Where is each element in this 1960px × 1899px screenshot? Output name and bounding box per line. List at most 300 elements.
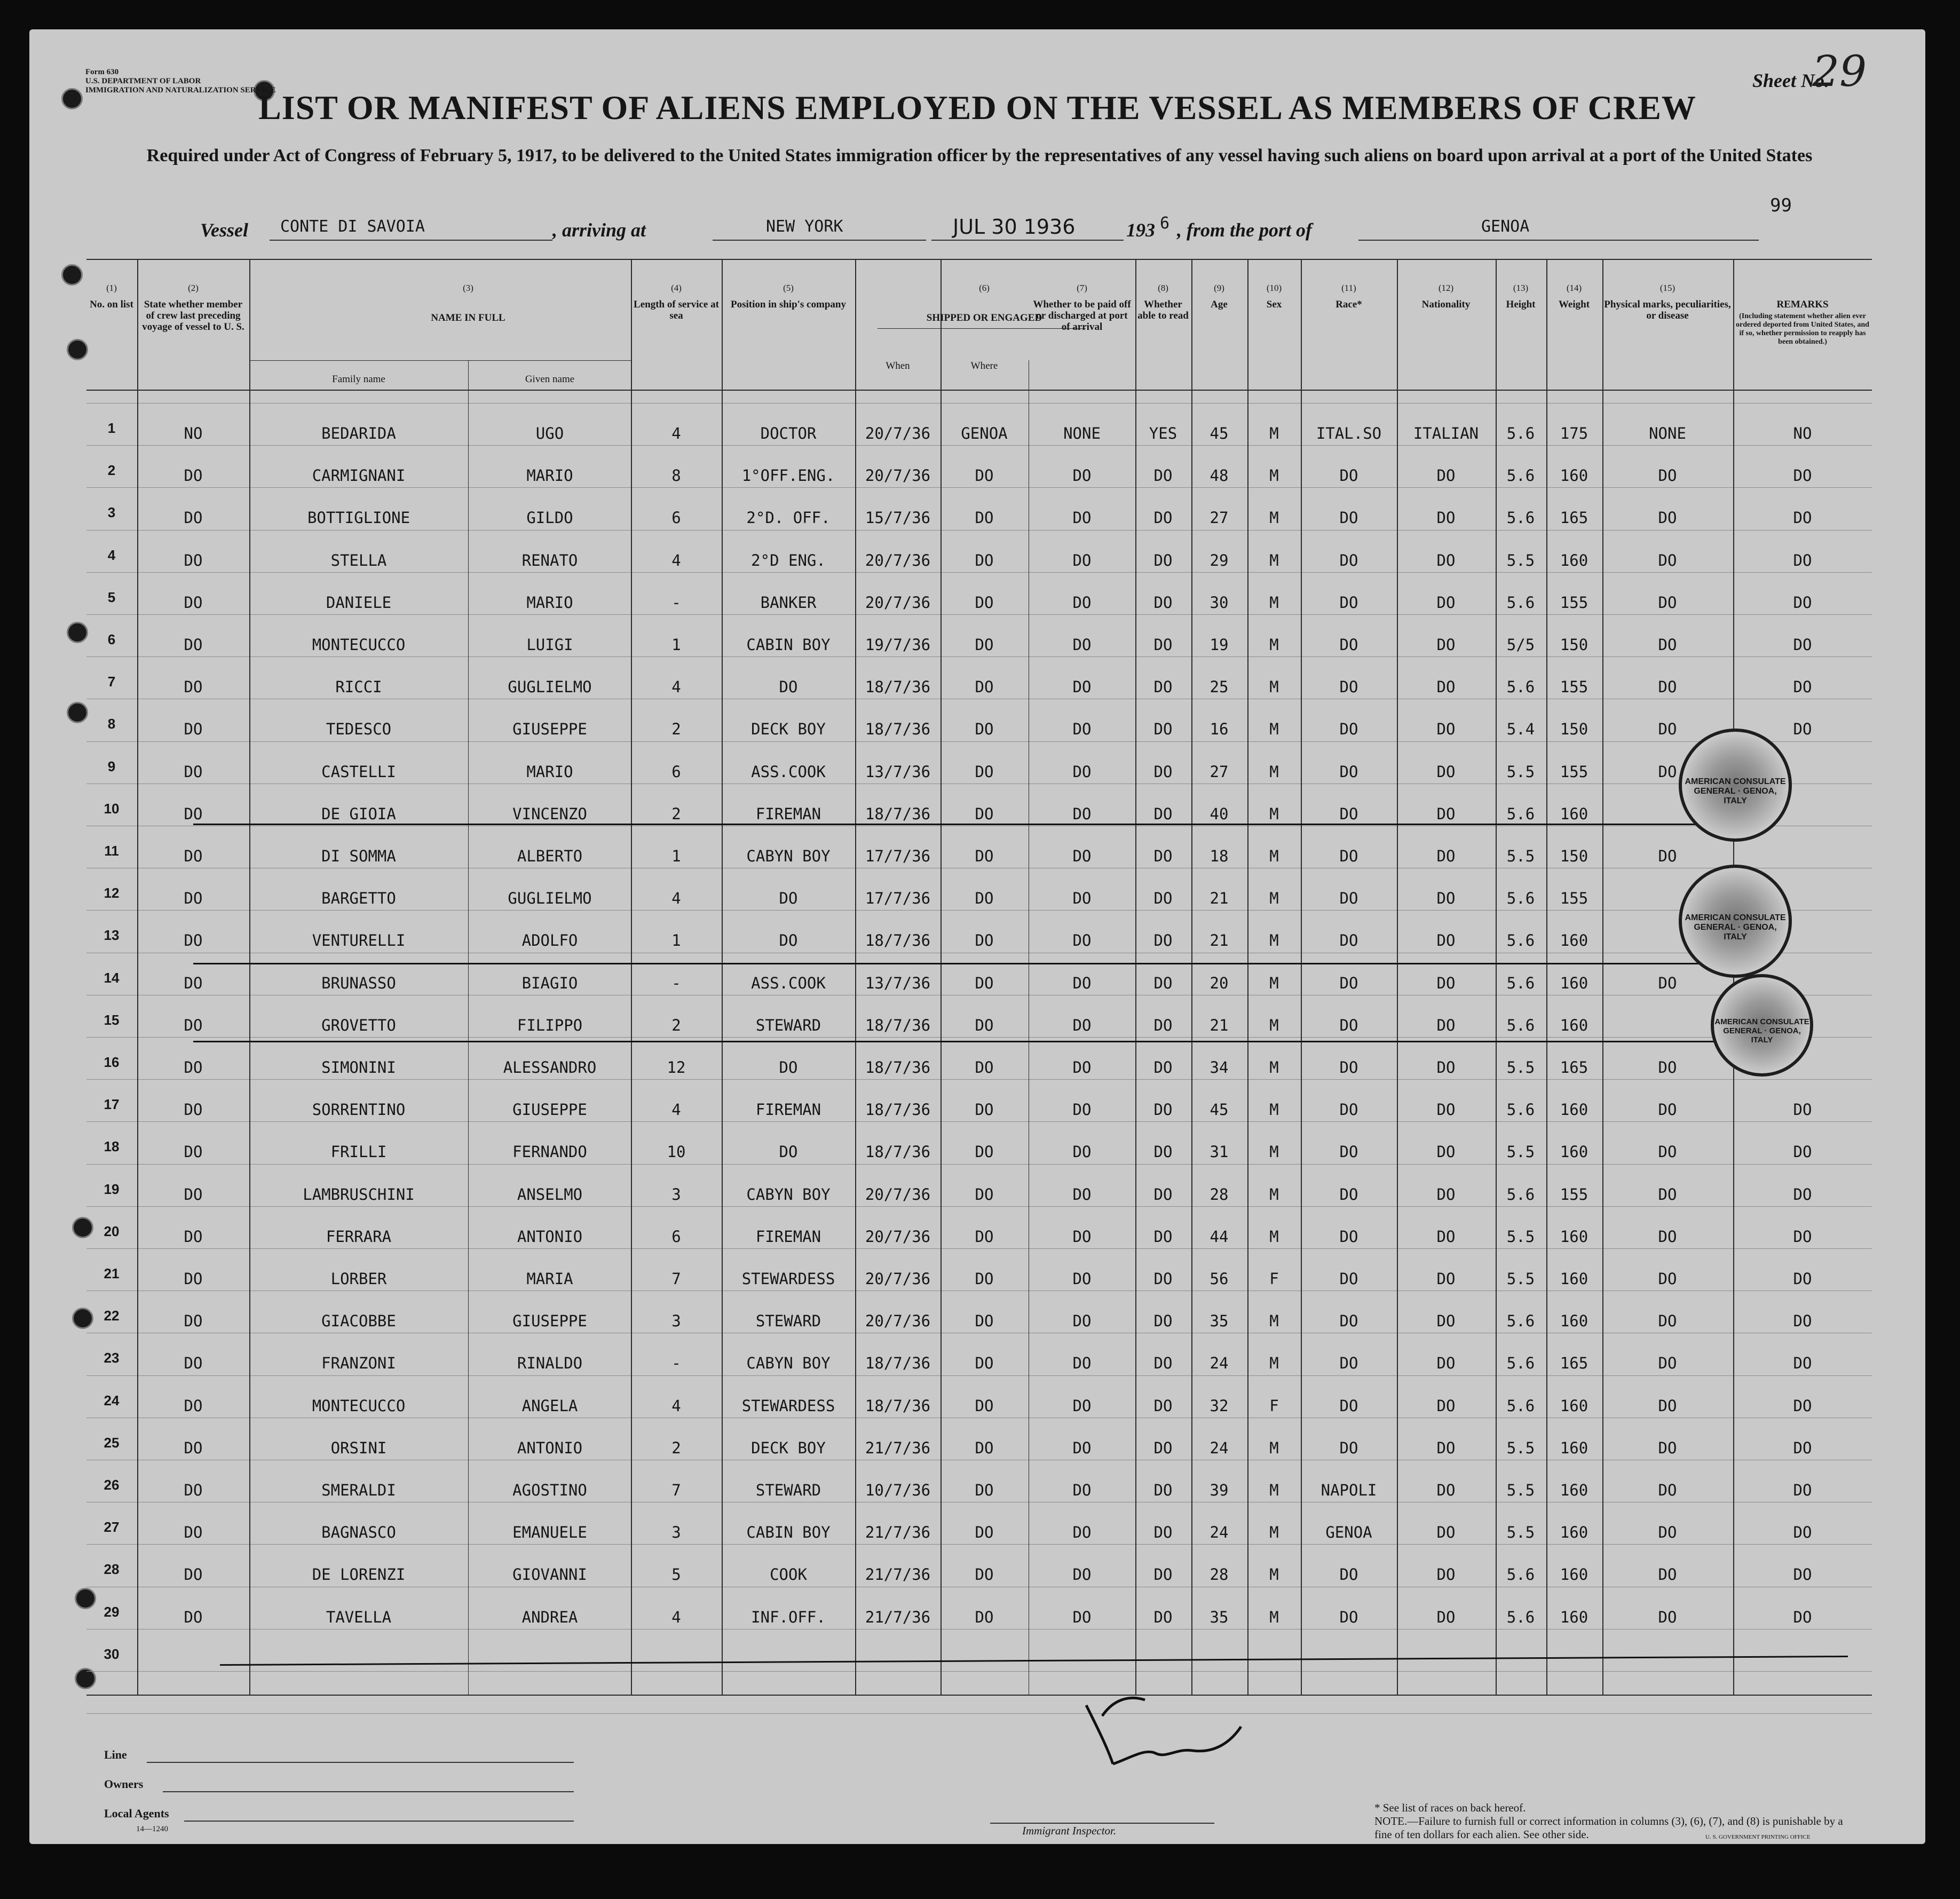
table-cell: TAVELLA	[326, 1608, 392, 1626]
row-number: 3	[107, 504, 116, 521]
table-cell: VINCENZO	[512, 804, 587, 823]
table-cell: DO	[1436, 762, 1456, 781]
table-cell: DO	[1072, 1354, 1092, 1373]
table-cell: DO	[1339, 1608, 1358, 1626]
table-cell: DO	[975, 1185, 994, 1204]
table-cell: DANIELE	[326, 593, 392, 612]
table-cell: DO	[1658, 1396, 1677, 1415]
column-header: Race*	[1335, 299, 1362, 310]
table-cell: DO	[1153, 1016, 1173, 1034]
table-cell: 19	[1210, 636, 1229, 654]
owners-label: Owners	[104, 1777, 144, 1791]
table-cell: M	[1269, 1185, 1279, 1204]
table-cell: 34	[1210, 1058, 1229, 1077]
table-cell: 5.6	[1506, 593, 1535, 612]
table-cell: DO	[975, 889, 994, 908]
row-number: 14	[104, 969, 120, 986]
margin-number: 99	[1770, 195, 1792, 216]
table-cell: DO	[1153, 1523, 1173, 1542]
table-cell: 160	[1560, 1270, 1588, 1288]
table-cell: 12	[667, 1058, 686, 1077]
table-cell: ANDREA	[521, 1608, 578, 1626]
row-number: 19	[104, 1181, 120, 1197]
table-cell: DO	[1793, 720, 1812, 739]
table-cell: 20/7/36	[865, 551, 931, 569]
table-cell: DO	[1339, 1270, 1358, 1288]
table-cell: DO	[1153, 1101, 1173, 1119]
table-cell: 15/7/36	[865, 509, 931, 527]
table-cell: FERNANDO	[512, 1143, 587, 1161]
table-cell: 5.5	[1506, 847, 1535, 865]
table-cell: DO	[975, 678, 994, 697]
table-cell: MARIA	[526, 1270, 573, 1288]
table-cell: DO	[184, 974, 203, 992]
table-cell: DO	[1658, 974, 1677, 992]
table-cell: DO	[1072, 678, 1092, 697]
table-cell: M	[1269, 1312, 1279, 1331]
table-cell: DO	[1658, 1565, 1677, 1584]
table-cell: 20/7/36	[865, 466, 931, 485]
table-cell: DO	[1072, 1565, 1092, 1584]
row-number: 7	[107, 674, 116, 690]
table-cell: DO	[975, 974, 994, 992]
table-cell: 18/7/36	[865, 1354, 931, 1373]
table-cell: DO	[1793, 1185, 1812, 1204]
table-cell: 24	[1210, 1438, 1229, 1457]
table-cell: 19/7/36	[865, 636, 931, 654]
form-identifier: Form 630 U.S. DEPARTMENT OF LABOR IMMIGRATION AND NATURALIZATION SERVICE	[85, 68, 276, 94]
table-cell: DOCTOR	[760, 424, 817, 442]
table-cell: 155	[1560, 889, 1588, 908]
table-cell: MARIO	[526, 593, 573, 612]
table-cell: DO	[975, 847, 994, 865]
table-cell: DO	[1436, 847, 1456, 865]
table-cell: DO	[1339, 678, 1358, 697]
table-cell: 4	[671, 1608, 681, 1626]
table-cell: DO	[1072, 1016, 1092, 1034]
table-cell: DO	[1658, 1101, 1677, 1119]
table-cell: DO	[1793, 1270, 1812, 1288]
table-cell: 160	[1560, 1101, 1588, 1119]
table-cell: ANGELA	[521, 1396, 578, 1415]
table-cell: DO	[1153, 509, 1173, 527]
table-cell: DO	[975, 1565, 994, 1584]
line-label: Line	[104, 1748, 127, 1761]
table-cell: DO	[1658, 509, 1677, 527]
table-cell: 20/7/36	[865, 1185, 931, 1204]
row-number: 27	[104, 1519, 120, 1536]
table-cell: MONTECUCCO	[312, 636, 406, 654]
form-code: 14—1240	[136, 1825, 168, 1833]
table-cell: AGOSTINO	[512, 1481, 587, 1499]
column-divider	[1397, 259, 1398, 1695]
table-cell: 165	[1560, 1058, 1588, 1077]
table-cell: DO	[1658, 1185, 1677, 1204]
table-cell: 160	[1560, 804, 1588, 823]
table-cell: DO	[1436, 636, 1456, 654]
table-cell: DO	[779, 1058, 798, 1077]
table-cell: 5.6	[1506, 466, 1535, 485]
row-divider	[86, 1121, 1872, 1122]
column-header: State whether member of crew last preceding voyage of vessel to U. S.	[142, 299, 244, 333]
column-header: NAME IN FULL	[431, 312, 505, 323]
table-cell: 5.6	[1506, 1185, 1535, 1204]
table-cell: DO	[1072, 1523, 1092, 1542]
table-cell: DO	[1072, 1227, 1092, 1246]
column-header: SHIPPED OR ENGAGED	[926, 312, 1042, 323]
table-cell: 21/7/36	[865, 1565, 931, 1584]
table-cell: CABIN BOY	[746, 636, 831, 654]
column-divider	[1496, 259, 1497, 1695]
table-cell: 5.6	[1506, 931, 1535, 950]
table-cell: DO	[1436, 1396, 1456, 1415]
table-cell: DO	[975, 1396, 994, 1415]
table-cell: DO	[184, 1396, 203, 1415]
table-cell: SIMONINI	[321, 1058, 396, 1077]
table-cell: DO	[184, 509, 203, 527]
table-cell: 4	[671, 889, 681, 908]
column-number: (14)	[1566, 283, 1582, 293]
table-cell: BAGNASCO	[321, 1523, 396, 1542]
table-cell: DO	[1339, 1143, 1358, 1161]
table-cell: DO	[779, 678, 798, 697]
table-cell: LAMBRUSCHINI	[303, 1185, 415, 1204]
table-cell: 5.5	[1506, 1143, 1535, 1161]
table-cell: 165	[1560, 1354, 1588, 1373]
column-divider	[1191, 259, 1192, 1695]
table-cell: 10	[667, 1143, 686, 1161]
binder-hole	[67, 622, 88, 643]
table-cell: GENOA	[1325, 1523, 1372, 1542]
table-cell: DO	[1072, 1101, 1092, 1119]
table-cell: M	[1269, 636, 1279, 654]
table-cell: DO	[1658, 1354, 1677, 1373]
column-divider	[1602, 259, 1603, 1695]
table-cell: M	[1269, 1438, 1279, 1457]
table-cell: F	[1269, 1270, 1279, 1288]
table-cell: ASS.COOK	[751, 762, 826, 781]
table-cell: -	[671, 1354, 681, 1373]
table-cell: DO	[184, 1438, 203, 1457]
table-cell: M	[1269, 593, 1279, 612]
table-cell: DECK BOY	[751, 1438, 826, 1457]
row-divider	[86, 572, 1872, 573]
column-divider	[249, 259, 250, 1695]
column-number: (10)	[1266, 283, 1282, 293]
table-cell: 150	[1560, 847, 1588, 865]
table-cell: DO	[1339, 804, 1358, 823]
table-cell: GUGLIELMO	[508, 678, 592, 697]
table-cell: DO	[1072, 1312, 1092, 1331]
table-cell: 27	[1210, 762, 1229, 781]
departure-port: GENOA	[1481, 217, 1530, 236]
table-cell: DO	[1072, 1481, 1092, 1499]
table-cell: DO	[1658, 1438, 1677, 1457]
table-cell: DO	[1339, 1227, 1358, 1246]
table-cell: 21/7/36	[865, 1438, 931, 1457]
table-cell: DO	[1072, 1438, 1092, 1457]
table-cell: GILDO	[526, 509, 573, 527]
table-cell: DO	[1153, 1481, 1173, 1499]
table-cell: DO	[184, 1608, 203, 1626]
table-cell: GIUSEPPE	[512, 720, 587, 739]
table-cell: DO	[1793, 636, 1812, 654]
table-cell: 24	[1210, 1354, 1229, 1373]
table-cell: 13/7/36	[865, 974, 931, 992]
row-divider	[86, 487, 1872, 488]
row-divider	[86, 1544, 1872, 1545]
table-cell: DO	[1339, 974, 1358, 992]
table-cell: DO	[1793, 1523, 1812, 1542]
table-cell: DO	[184, 1058, 203, 1077]
table-cell: BOTTIGLIONE	[307, 509, 410, 527]
table-cell: 28	[1210, 1565, 1229, 1584]
table-cell: STELLA	[330, 551, 387, 569]
column-number: (4)	[671, 283, 682, 293]
table-cell: DO	[1153, 804, 1173, 823]
table-cell: MARIO	[526, 762, 573, 781]
table-cell: DO	[1339, 762, 1358, 781]
from-label: , from the port of	[1177, 219, 1313, 241]
table-cell: 4	[671, 551, 681, 569]
row-divider	[86, 614, 1872, 615]
table-cell: M	[1269, 1143, 1279, 1161]
table-cell: M	[1269, 889, 1279, 908]
column-divider	[631, 259, 632, 1695]
table-cell: DO	[975, 720, 994, 739]
column-number: (12)	[1438, 283, 1454, 293]
inspector-label: Immigrant Inspector.	[1022, 1824, 1117, 1837]
table-cell: 5.5	[1506, 762, 1535, 781]
table-cell: 40	[1210, 804, 1229, 823]
row-number: 11	[104, 843, 119, 859]
table-cell: DO	[184, 1016, 203, 1034]
table-cell: 10/7/36	[865, 1481, 931, 1499]
table-cell: DO	[1793, 593, 1812, 612]
table-cell: DI SOMMA	[321, 847, 396, 865]
table-cell: 5.6	[1506, 1608, 1535, 1626]
table-cell: UGO	[535, 424, 564, 442]
row-number: 1	[107, 420, 116, 436]
table-cell: 18/7/36	[865, 1016, 931, 1034]
table-cell: 160	[1560, 1608, 1588, 1626]
column-header: Position in ship's company	[731, 299, 846, 310]
column-subheader: Given name	[525, 374, 575, 385]
arriving-label: , arriving at	[552, 219, 646, 241]
table-cell: 5.6	[1506, 1565, 1535, 1584]
column-header: Whether to be paid off or discharged at port of arrival	[1033, 299, 1131, 333]
table-cell: DO	[1072, 762, 1092, 781]
table-cell: M	[1269, 720, 1279, 739]
table-cell: M	[1269, 1016, 1279, 1034]
table-cell: FIREMAN	[755, 1101, 821, 1119]
table-cell: 18/7/36	[865, 1058, 931, 1077]
table-cell: 5.5	[1506, 551, 1535, 569]
table-cell: 5.5	[1506, 1481, 1535, 1499]
table-cell: ADOLFO	[521, 931, 578, 950]
footer	[104, 1748, 1866, 1839]
table-cell: DE GIOIA	[321, 804, 396, 823]
table-cell: RICCI	[335, 678, 382, 697]
table-cell: DO	[1072, 1396, 1092, 1415]
table-cell: 4	[671, 1101, 681, 1119]
table-cell: DO	[779, 931, 798, 950]
table-cell: TEDESCO	[326, 720, 392, 739]
table-cell: 2	[671, 804, 681, 823]
table-cell: DO	[1153, 847, 1173, 865]
column-subheader: Family name	[332, 374, 385, 385]
row-number: 12	[104, 885, 120, 901]
table-cell: DO	[1658, 847, 1677, 865]
column-number: (2)	[188, 283, 199, 293]
table-cell: DO	[1153, 1270, 1173, 1288]
column-number: (1)	[106, 283, 117, 293]
table-cell: 160	[1560, 1396, 1588, 1415]
table-cell: DO	[1072, 551, 1092, 569]
row-number: 29	[104, 1603, 120, 1620]
table-cell: 18/7/36	[865, 720, 931, 739]
table-cell: COOK	[770, 1565, 807, 1584]
table-cell: 56	[1210, 1270, 1229, 1288]
table-cell: 5/5	[1506, 636, 1535, 654]
table-cell: CABYN BOY	[746, 1185, 831, 1204]
row-divider	[86, 1248, 1872, 1249]
row-number: 23	[104, 1350, 120, 1366]
table-cell: -	[671, 974, 681, 992]
table-cell: DO	[1658, 1270, 1677, 1288]
table-cell: 21	[1210, 1016, 1229, 1034]
table-cell: DO	[975, 1101, 994, 1119]
table-cell: DO	[184, 804, 203, 823]
table-cell: 5.6	[1506, 678, 1535, 697]
table-cell: 5.6	[1506, 1354, 1535, 1373]
table-cell: CABYN BOY	[746, 1354, 831, 1373]
table-cell: DO	[184, 931, 203, 950]
table-cell: DO	[1658, 1058, 1677, 1077]
table-cell: 5.6	[1506, 1101, 1535, 1119]
column-header: Sex	[1266, 299, 1282, 310]
table-cell: DO	[1793, 1565, 1812, 1584]
table-cell: DO	[184, 636, 203, 654]
table-cell: 20	[1210, 974, 1229, 992]
table-cell: DE LORENZI	[312, 1565, 406, 1584]
table-cell: 29	[1210, 551, 1229, 569]
table-cell: 20/7/36	[865, 1312, 931, 1331]
column-divider	[941, 259, 942, 1695]
table-cell: RENATO	[521, 551, 578, 569]
table-cell: RINALDO	[517, 1354, 583, 1373]
table-cell: 18/7/36	[865, 678, 931, 697]
table-cell: 21	[1210, 931, 1229, 950]
table-cell: DO	[1072, 1143, 1092, 1161]
inspector-signature	[1022, 1684, 1246, 1780]
row-number: 16	[104, 1054, 120, 1070]
table-cell: DO	[1793, 1438, 1812, 1457]
table-cell: 2°D. OFF.	[746, 509, 831, 527]
table-cell: CASTELLI	[321, 762, 396, 781]
table-cell: 4	[671, 1396, 681, 1415]
strike-line	[193, 1041, 1720, 1042]
table-cell: 27	[1210, 509, 1229, 527]
table-cell: DO	[1658, 720, 1677, 739]
table-cell: DO	[1436, 1438, 1456, 1457]
table-cell: ASS.COOK	[751, 974, 826, 992]
table-cell: M	[1269, 804, 1279, 823]
table-cell: 150	[1560, 636, 1588, 654]
table-cell: DO	[1436, 804, 1456, 823]
table-cell: ITALIAN	[1413, 424, 1479, 442]
table-cell: 17/7/36	[865, 847, 931, 865]
table-cell: M	[1269, 1354, 1279, 1373]
binder-hole	[67, 339, 88, 360]
column-number: (9)	[1214, 283, 1224, 293]
agents-label: Local Agents	[104, 1807, 169, 1820]
table-cell: CABIN BOY	[746, 1523, 831, 1542]
table-cell: DO	[1339, 720, 1358, 739]
table-cell: 2	[671, 720, 681, 739]
table-cell: 5.6	[1506, 509, 1535, 527]
table-cell: 155	[1560, 1185, 1588, 1204]
table-cell: DO	[1153, 1058, 1173, 1077]
table-cell: DO	[1072, 1270, 1092, 1288]
table-cell: SORRENTINO	[312, 1101, 406, 1119]
crew-table	[86, 259, 1872, 1711]
table-cell: DO	[1153, 1312, 1173, 1331]
table-cell: 3	[671, 1185, 681, 1204]
table-cell: DO	[1793, 1143, 1812, 1161]
table-cell: DO	[1436, 1016, 1456, 1034]
table-cell: 160	[1560, 1016, 1588, 1034]
row-number: 25	[104, 1434, 120, 1451]
table-cell: DO	[1793, 1354, 1812, 1373]
table-cell: NO	[1793, 424, 1812, 442]
table-cell: 48	[1210, 466, 1229, 485]
consulate-stamp: AMERICAN CONSULATE GENERAL · GENOA, ITALY	[1679, 729, 1792, 842]
table-cell: 1°OFF.ENG.	[741, 466, 835, 485]
table-cell: 44	[1210, 1227, 1229, 1246]
table-cell: 18/7/36	[865, 931, 931, 950]
row-divider	[86, 1164, 1872, 1165]
row-number: 2	[107, 462, 116, 479]
row-number: 20	[104, 1223, 120, 1239]
table-cell: 18/7/36	[865, 1101, 931, 1119]
strike-line	[193, 963, 1720, 964]
table-cell: 5.5	[1506, 1058, 1535, 1077]
column-number: (13)	[1513, 283, 1529, 293]
table-cell: DO	[1658, 593, 1677, 612]
table-cell: DO	[975, 1354, 994, 1373]
table-cell: DO	[1658, 1608, 1677, 1626]
table-cell: 7	[671, 1270, 681, 1288]
table-cell: 35	[1210, 1312, 1229, 1331]
column-number: (11)	[1341, 283, 1356, 293]
table-cell: 2	[671, 1438, 681, 1457]
table-cell: FILIPPO	[517, 1016, 583, 1034]
table-cell: DO	[184, 593, 203, 612]
table-cell: DO	[184, 1354, 203, 1373]
table-cell: DO	[1436, 1481, 1456, 1499]
row-number: 28	[104, 1561, 120, 1578]
table-cell: DO	[184, 1101, 203, 1119]
table-cell: 7	[671, 1481, 681, 1499]
table-cell: DO	[184, 889, 203, 908]
table-cell: DO	[1436, 466, 1456, 485]
table-cell: 3	[671, 1523, 681, 1542]
table-cell: DO	[1339, 466, 1358, 485]
table-cell: DO	[1658, 1143, 1677, 1161]
table-cell: DO	[975, 551, 994, 569]
table-cell: DO	[1436, 1565, 1456, 1584]
